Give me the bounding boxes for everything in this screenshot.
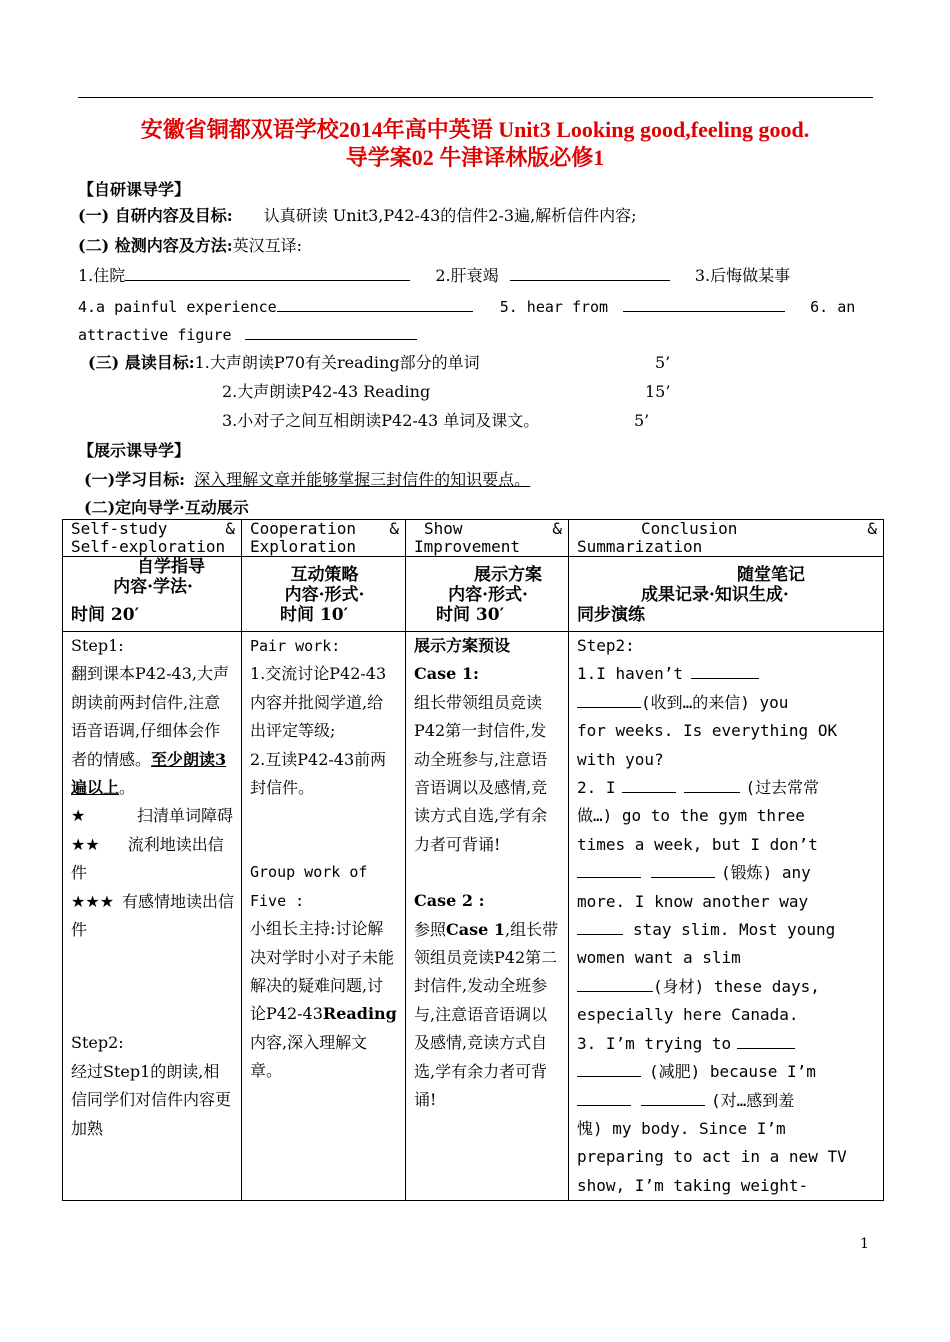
header2-col1 <box>63 557 242 632</box>
col1-p1-end: 。 <box>119 778 136 798</box>
col3-h-l2: 内容·形式· <box>448 585 528 605</box>
q2-blank5[interactable] <box>577 919 623 935</box>
col4-h-l3: 同步演练 <box>577 605 645 625</box>
goal2-text: 2.大声朗读P42-43 Reading <box>222 382 431 401</box>
header2-b: & <box>389 519 399 538</box>
col1-step2: Step2: <box>71 1033 124 1053</box>
vocab-row3 <box>78 324 417 345</box>
header1-a: Self-study <box>71 519 168 538</box>
table-header-english <box>63 520 884 557</box>
col4-q3-line2 <box>577 1058 877 1086</box>
vocab-q1: 1.住院 <box>78 266 126 285</box>
header2-a: Cooperation <box>250 519 356 538</box>
vocab-row2 <box>78 296 855 317</box>
header2-col4 <box>569 557 884 632</box>
col3-case2-pre: 参照 <box>414 919 447 939</box>
col3-h-l3: 时间 30′ <box>436 605 505 625</box>
col3-case2-text <box>414 916 562 1115</box>
q2j: especially here Canada. <box>577 1005 799 1025</box>
col1-p1-underline: 至少朗读3遍以上 <box>71 749 227 798</box>
vocab-blank5[interactable] <box>623 296 785 312</box>
doc-title-line2: 导学案02 牛津译林版必修1 <box>345 145 605 170</box>
q3e: preparing to act in a new TV <box>577 1147 847 1167</box>
col2-group-bold: Reading <box>322 1004 397 1024</box>
header-cooperation <box>242 520 406 557</box>
q1-blank2[interactable] <box>577 692 641 708</box>
col2-h-l1: 互动策略 <box>290 565 359 585</box>
vocab-q3: 3.后悔做某事 <box>694 266 791 285</box>
col2-h-l3: 时间 10′ <box>280 605 349 625</box>
col3-heading: 展示方案预设 <box>414 636 511 655</box>
header1-b: & <box>225 519 235 538</box>
vocab-q6-cont: attractive figure <box>78 326 232 344</box>
col3-case2-rest: ,组长带领组员竞读P42第二封信件,发动全班参与,注意语音语调以及感情,竞读方式自选,学有余力者可背诵! <box>414 919 559 1110</box>
col3-case2: Case 2 : <box>414 891 485 911</box>
goal3-text: 3.小对子之间互相朗读P42-43 单词及课文。 <box>222 411 540 430</box>
star1-icon: ★ <box>71 806 86 826</box>
q3f: show, I’m taking weight- <box>577 1175 809 1195</box>
q2d: times a week, but I don’t <box>577 834 818 854</box>
q2-blank4[interactable] <box>651 862 715 878</box>
q3a: 3. I’m trying to <box>577 1033 732 1053</box>
col4-q2-line1 <box>577 774 877 802</box>
q1c: for weeks. Is everything OK <box>577 721 838 741</box>
col4-q2-line6 <box>577 916 877 944</box>
show-objective <box>84 470 530 490</box>
col2-pair2: 2.互读P42-43前两封信件。 <box>250 749 387 798</box>
vocab-blank1[interactable] <box>125 265 410 281</box>
star3-icon: ★★★ <box>71 891 115 911</box>
col1-h-l1: 自学指导 <box>137 557 205 577</box>
q2-blank1[interactable] <box>622 777 676 793</box>
col1-step1: Step1: <box>71 636 124 655</box>
col1-p1 <box>71 660 235 802</box>
col1-star3 <box>71 888 235 945</box>
col1-body <box>63 632 242 1201</box>
col4-q1-line2 <box>577 689 877 717</box>
item1-text: 认真研读 Unit3,P42-43的信件2-3遍,解析信件内容; <box>263 206 637 225</box>
col3-body <box>406 632 569 1201</box>
star1-text: 扫清单词障碍 <box>137 806 234 826</box>
q2e: (锻炼) any <box>721 863 811 883</box>
item3-label: (三) 晨读目标: <box>88 353 195 372</box>
q3-blank2[interactable] <box>577 1061 641 1077</box>
col4-h-l2: 成果记录·知识生成· <box>641 585 789 605</box>
col4-h-l1: 随堂笔记 <box>737 565 805 585</box>
q1d: with you? <box>577 749 664 769</box>
vocab-blank6[interactable] <box>245 324 417 340</box>
vocab-blank2[interactable] <box>510 265 670 281</box>
col2-group: Group work of Five : <box>250 863 368 910</box>
header2-col2 <box>242 557 406 632</box>
q3-blank4[interactable] <box>641 1090 705 1106</box>
col4-body <box>569 632 884 1201</box>
col1-star1 <box>71 802 235 830</box>
header1-c: Self-exploration <box>71 537 226 556</box>
col4-q3-line1 <box>577 1030 877 1058</box>
self-study-item2 <box>78 236 302 256</box>
guide-label: (二)定向导学·互动展示 <box>84 498 249 517</box>
col2-group-text <box>250 915 399 1085</box>
vocab-q4: 4.a painful experience <box>78 298 277 316</box>
q2-blank2[interactable] <box>684 777 740 793</box>
header3-a: Show <box>424 519 463 538</box>
q3-blank1[interactable] <box>737 1033 795 1049</box>
header4-b: & <box>867 519 877 538</box>
col2-group-text1: 小组长主持:讨论解决对学时小对子未能解决的疑难问题,讨论P42-43 <box>250 919 395 1024</box>
star3-text: 有感情地读出信件 <box>71 891 235 940</box>
vocab-q5: 5. hear from <box>499 298 609 316</box>
col1-h-l3: 时间 20′ <box>71 605 140 625</box>
header-show <box>406 520 569 557</box>
q2c: 做…) go to the gym three <box>577 806 805 826</box>
item1-label: (一) 自研内容及目标: <box>78 206 233 225</box>
col2-group-text2: 内容,深入理解文章。 <box>250 1032 368 1081</box>
vocab-row1 <box>78 265 790 286</box>
col4-step2: Step2: <box>577 636 635 655</box>
col3-case1: Case 1: <box>414 664 479 684</box>
q2-blank6[interactable] <box>577 976 653 992</box>
goal1-time: 5’ <box>655 353 671 372</box>
self-study-item1 <box>78 206 637 226</box>
col1-h-l2: 内容·学法· <box>113 577 193 597</box>
q2a: 2. I <box>577 778 616 798</box>
header4-c: Summarization <box>577 537 703 556</box>
col2-pair: Pair work: <box>250 637 341 655</box>
vocab-q2: 2.肝衰竭 <box>435 266 499 285</box>
col4-q2-line8 <box>577 973 877 1001</box>
vocab-blank4[interactable] <box>277 296 473 312</box>
morning-goal-1 <box>88 353 480 373</box>
q1a: 1.I haven’t <box>577 664 683 684</box>
goal3-time: 5’ <box>634 411 650 430</box>
header-self-study <box>63 520 242 557</box>
star2-icon: ★★ <box>71 834 100 854</box>
top-rule <box>78 97 873 98</box>
col3-h-l1: 展示方案 <box>474 565 542 585</box>
doc-title-line1: 安徽省铜都双语学校2014年高中英语 Unit3 Looking good,feeling good. <box>140 117 810 142</box>
header4-a: Conclusion <box>641 519 738 538</box>
header-conclusion <box>569 520 884 557</box>
col2-h-l2: 内容·形式· <box>284 585 365 605</box>
q2h: women want a slim <box>577 948 741 968</box>
table-header-chinese <box>63 557 884 632</box>
star2-text: 流利地读出信件 <box>71 834 224 883</box>
header3-b: & <box>552 519 562 538</box>
col1-p2: 经过Step1的朗读,相信同学们对信件内容更加熟 <box>71 1061 232 1138</box>
objective-label: (一)学习目标: <box>84 470 186 489</box>
study-table <box>62 519 884 1201</box>
col1-p1-text: 翻到课本P42-43,大声朗读前两封信件,注意语音语调,仔细体会作者的情感。 <box>71 664 229 769</box>
q1b: (收到…的来信) you <box>641 692 789 712</box>
q2b: (过去常常 <box>745 778 820 798</box>
q3b: (减肥) because I’m <box>649 1062 816 1082</box>
table-body-row <box>63 632 884 1201</box>
q2i: (身材) these days, <box>653 976 820 996</box>
col3-case1-text: 组长带领组员竞读P42第一封信件,发动全班参与,注意语音语调以及感情,竞读方式自选,学有余力者可背诵! <box>414 692 548 854</box>
show-heading: 【展示课导学】 <box>78 441 191 460</box>
header3-c: Improvement <box>414 537 520 556</box>
col1-star2 <box>71 831 235 888</box>
col4-q3-line3 <box>577 1087 877 1115</box>
page-number: 1 <box>860 1236 869 1252</box>
col3-case2-bold: Case 1 <box>446 919 506 939</box>
vocab-q6: 6. an <box>810 298 856 316</box>
goal1-text: 1.大声朗读P70有关reading部分的单词 <box>194 353 480 372</box>
item2-label: (二) 检测内容及方法: <box>78 236 233 255</box>
self-study-heading: 【自研课导学】 <box>78 180 191 199</box>
objective-text: 深入理解文章并能够掌握三封信件的知识要点。 <box>194 470 531 489</box>
col4-q1-line1 <box>577 660 877 688</box>
header2-c: Exploration <box>250 537 356 556</box>
q1-blank1[interactable] <box>691 663 759 679</box>
goal2-time: 15’ <box>645 382 671 401</box>
q2g: stay slim. Most young <box>633 920 836 940</box>
q3d: 愧) my body. Since I’m <box>577 1118 786 1138</box>
col2-pair1: 1.交流讨论P42-43内容并批阅学道,给出评定等级; <box>250 664 387 741</box>
q2-blank3[interactable] <box>577 862 641 878</box>
item2-text: 英汉互译: <box>232 236 303 255</box>
q2f: more. I know another way <box>577 891 809 911</box>
q3c: (对…感到羞 <box>711 1090 795 1110</box>
q3-blank3[interactable] <box>577 1090 631 1106</box>
col4-q2-line4 <box>577 859 877 887</box>
col2-body <box>242 632 406 1201</box>
header2-col3 <box>406 557 569 632</box>
